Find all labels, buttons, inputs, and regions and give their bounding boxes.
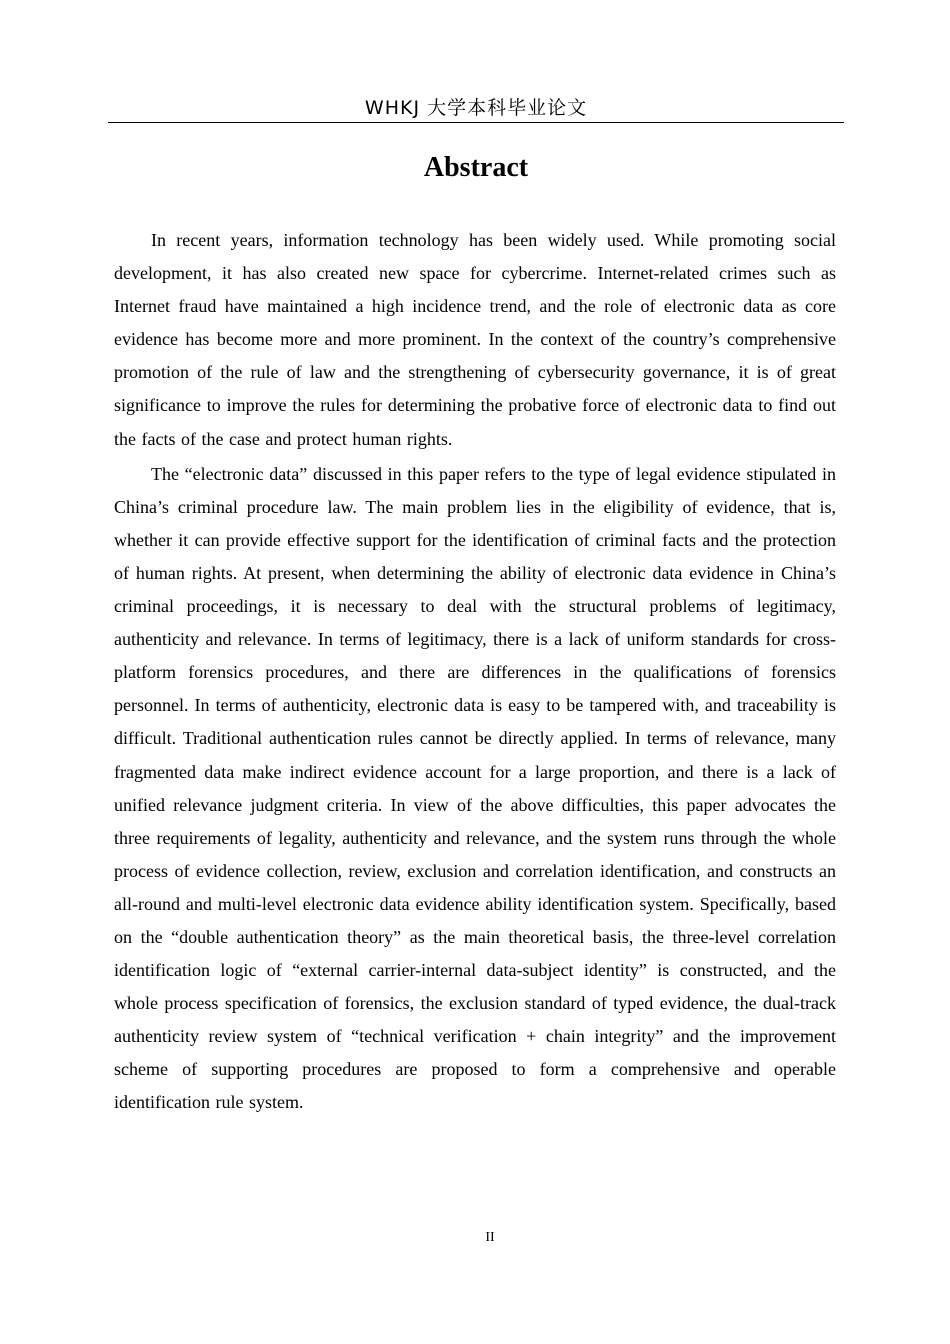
- abstract-paragraph-1: In recent years, information technology has been widely used. While promoting social development, it has also created new space for cybercrime. Internet-related crimes such as Internet fraud have maintained a high incidence trend, and the role of electronic data as core evidence has become more and more prominent. In the context of the country’s comprehensive promotion of the rule of law and the strengthening of cybersecurity governance, it is of great significance to improve the rules for determining the probative force of electronic data to find out the facts of the case and protect human rights.: [114, 230, 836, 449]
- abstract-title: Abstract: [423, 152, 529, 183]
- page-number: II: [485, 1230, 495, 1245]
- running-header: WHKJ 大学本科毕业论文: [364, 97, 588, 119]
- abstract-body: [114, 224, 836, 1120]
- abstract-paragraph-2: The “electronic data” discussed in this paper refers to the type of legal evidence stipulated in China’s criminal procedure law. The main problem lies in the eligibility of evidence, that is, whether it can provide effective support for the identification of criminal facts and the protection of human rights. At present, when determining the ability of electronic data evidence in China’s criminal proceedings, it is necessary to deal with the structural problems of legitimacy, authenticity and relevance. In terms of legitimacy, there is a lack of uniform standards for cross-platform forensics procedures, and there are differences in the qualifications of forensics personnel. In terms of authenticity, electronic data is easy to be tampered with, and traceability is difficult. Traditional authentication rules cannot be directly applied. In terms of relevance, many fragmented data make indirect evidence account for a large proportion, and there is a lack of unified relevance judgment criteria. In view of the above difficulties, this paper advocates the three requirements of legality, authenticity and relevance, and the system runs through the whole process of evidence collection, review, exclusion and correlation identification, and constructs an all-round and multi-level electronic data evidence ability identification system. Specifically, based on the “double authentication theory” as the main theoretical basis, the three-level correlation identification logic of “external carrier-internal data-subject identity” is constructed, and the whole process specification of forensics, the exclusion standard of typed evidence, the dual-track authenticity review system of “technical verification + chain integrity” and the improvement scheme of supporting procedures are proposed to form a comprehensive and operable identification rule system.: [114, 463, 836, 1113]
- header-divider: [108, 122, 844, 123]
